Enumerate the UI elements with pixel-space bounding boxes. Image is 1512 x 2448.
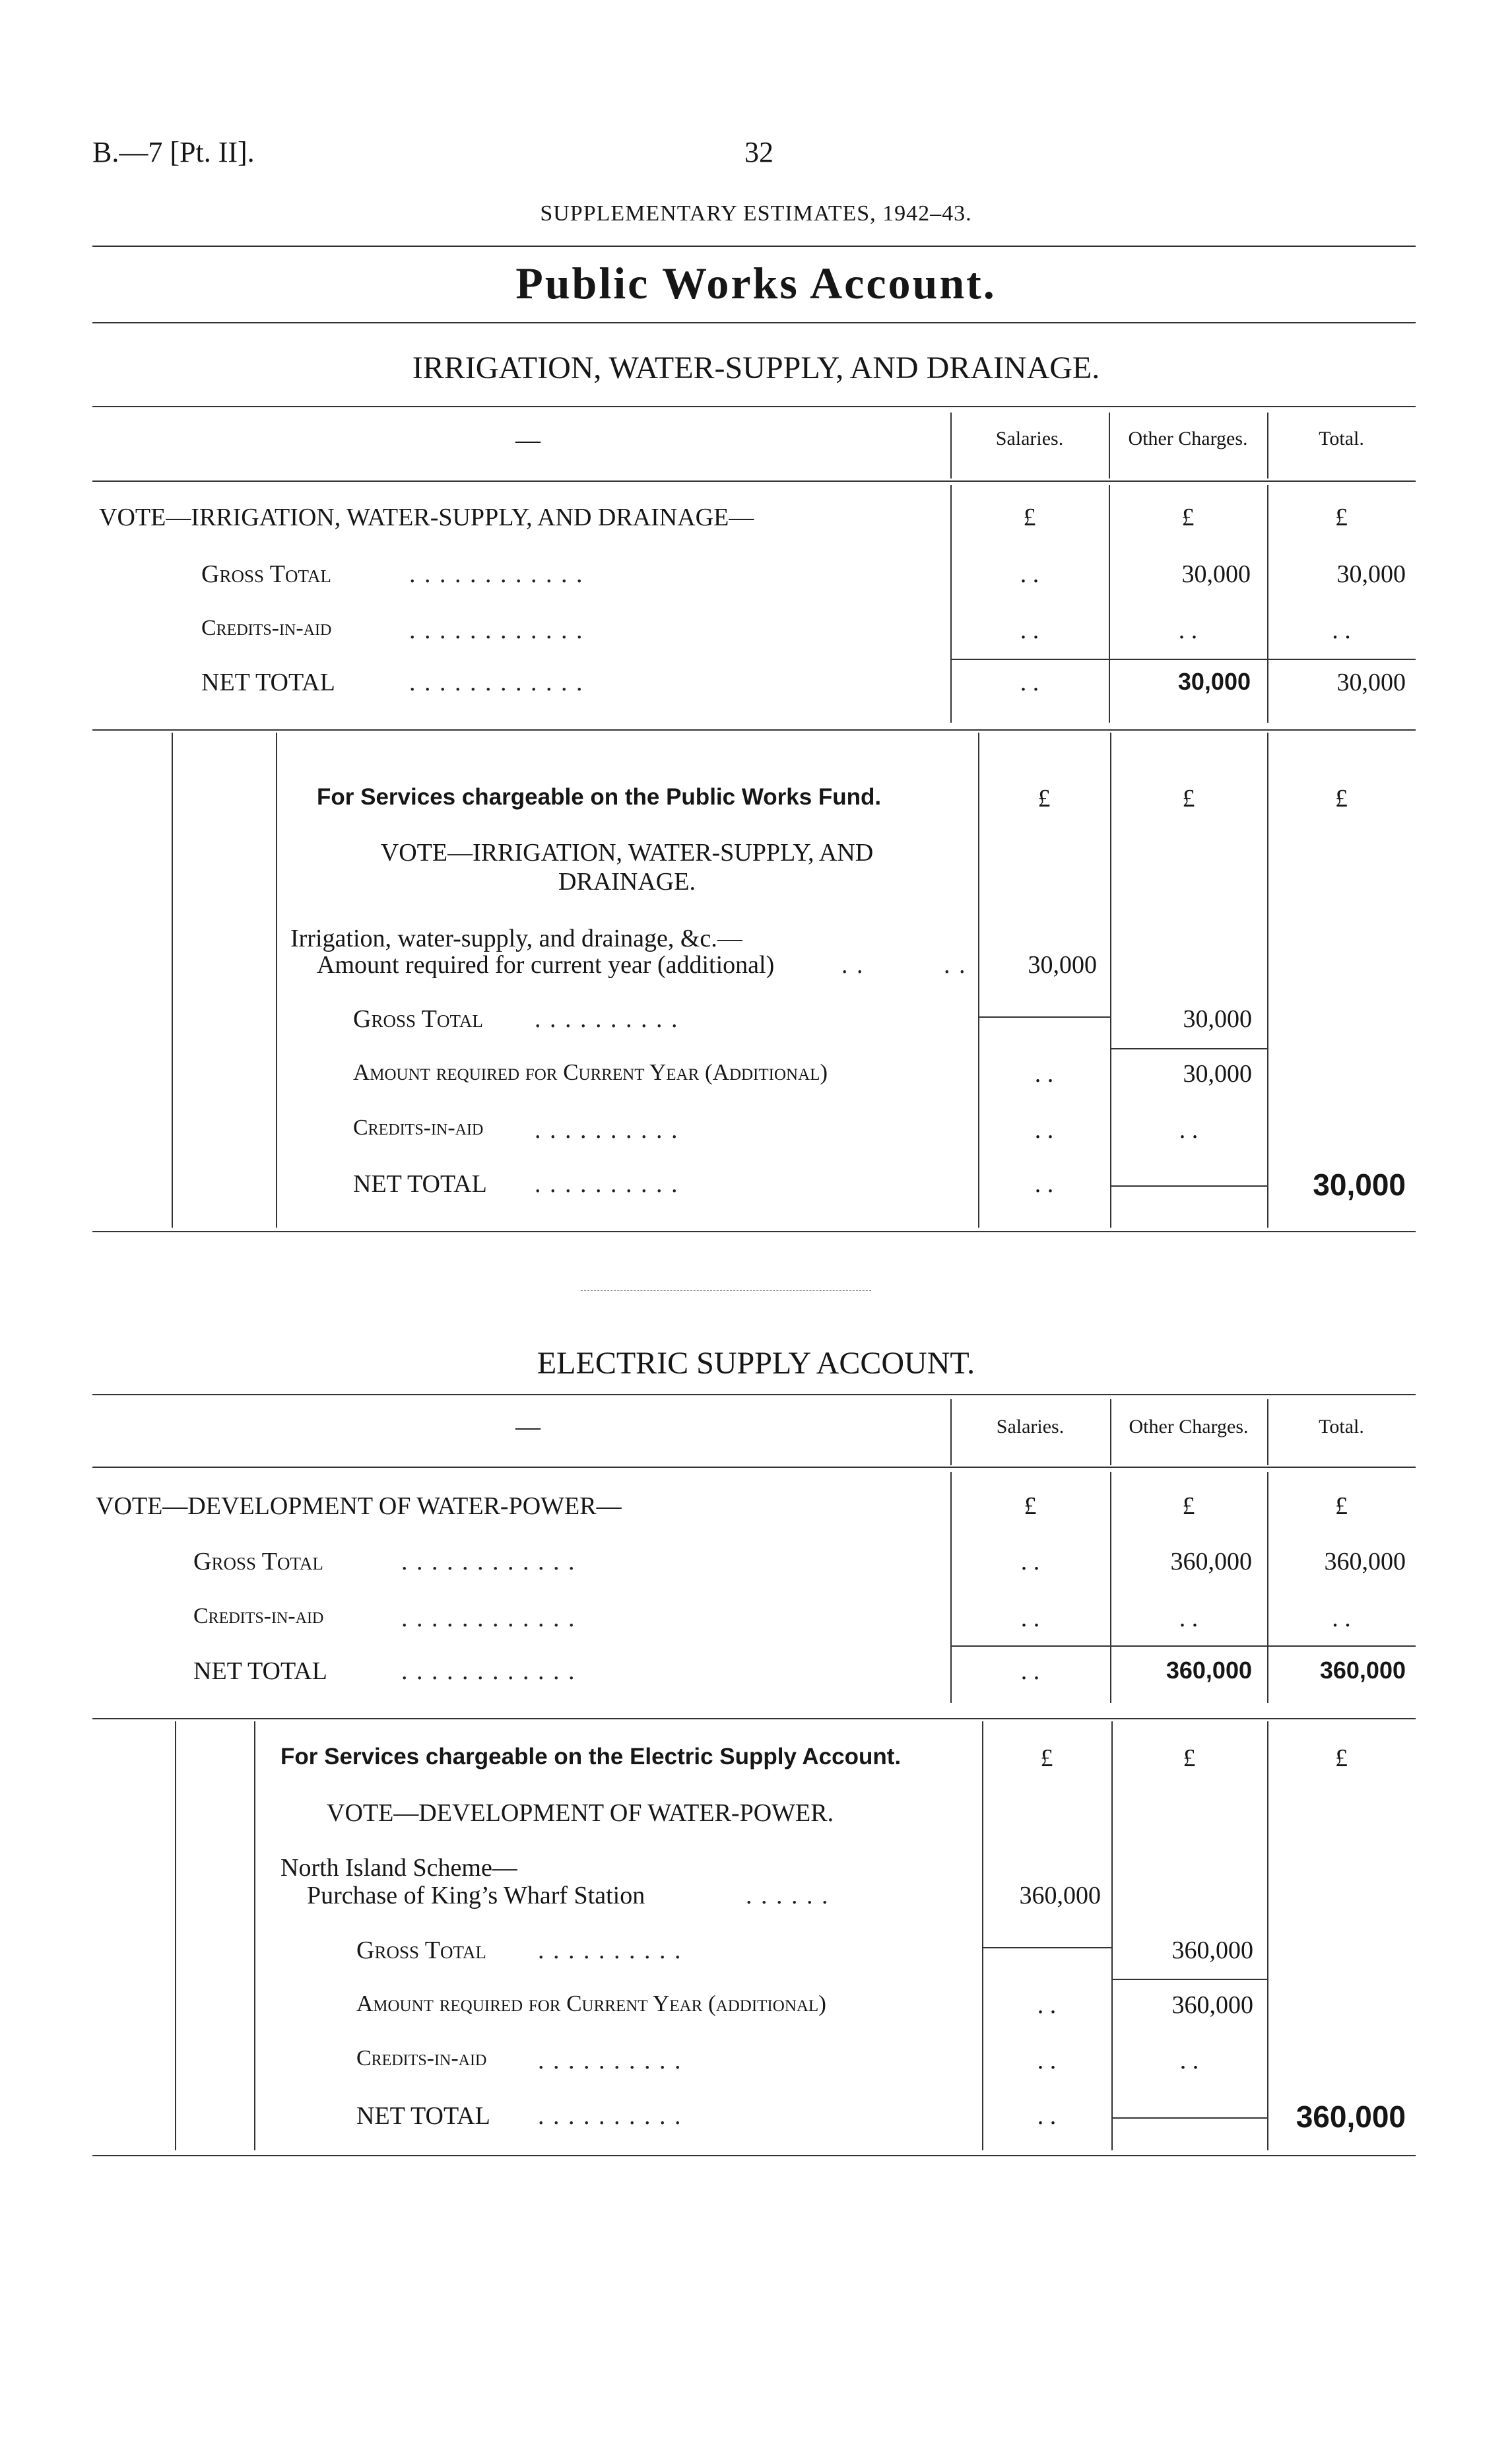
currency-other: £ — [1182, 1492, 1195, 1520]
vote-heading-line2: DRAINAGE. — [558, 868, 696, 896]
leader-dots: . . . . . . . . . . — [538, 2047, 682, 2074]
leader-dots: . . — [841, 951, 865, 979]
credits-other: . . — [1179, 1604, 1199, 1632]
item-line1: Irrigation, water-supply, and drainage, &c.— — [290, 925, 742, 952]
credits-salaries: . . — [1037, 2047, 1057, 2074]
gross-total-label: Gross Total — [193, 1548, 323, 1575]
net-total-salaries: . . — [1020, 1657, 1040, 1685]
credits-in-aid-label: Credits-in-aid — [353, 1115, 484, 1140]
column-total: Total. — [1319, 428, 1364, 449]
amount-required-label: Amount required for Current Year (additional) — [356, 1991, 826, 2016]
net-total-salaries: . . — [1034, 1170, 1054, 1198]
amount-required-salaries: . . — [1037, 1991, 1057, 2019]
page-reference: B.—7 [Pt. II]. — [92, 136, 255, 168]
gross-total-other: 360,000 — [1171, 1936, 1253, 1964]
amount-required-salaries: . . — [1034, 1060, 1054, 1088]
vote-heading-line1: VOTE—DEVELOPMENT OF WATER-POWER. — [327, 1799, 834, 1827]
leader-dots: . . . . . . . . . . . . — [401, 1657, 576, 1685]
rule — [92, 729, 1416, 731]
rule — [92, 1718, 1416, 1719]
gross-total-label: Gross Total — [356, 1936, 486, 1964]
leader-dots: . . . . . . . . . . . . — [409, 616, 584, 644]
currency-total: £ — [1335, 504, 1348, 531]
credits-other: . . — [1179, 2047, 1199, 2074]
leader-dots: . . — [944, 951, 967, 979]
leader-dots: . . . . . . . . . . . . — [409, 669, 584, 696]
net-total-label: NET TOTAL — [201, 669, 335, 696]
column-other-charges: Other Charges. — [1128, 428, 1248, 449]
amount-required-label: Amount required for Current Year (Additional) — [353, 1059, 828, 1085]
leader-dots: . . . . . . . . . . . . — [401, 1604, 576, 1632]
currency-salaries: £ — [1037, 785, 1051, 812]
rule — [92, 1231, 1416, 1232]
gross-total-other: 30,000 — [1181, 560, 1251, 588]
column-total: Total. — [1319, 1416, 1364, 1438]
gross-total-total: 30,000 — [1336, 560, 1406, 588]
item-salaries: 30,000 — [1028, 951, 1097, 979]
page-number: 32 — [744, 136, 773, 168]
net-total-label: NET TOTAL — [356, 2102, 490, 2130]
net-total-total: 30,000 — [1313, 1168, 1406, 1202]
column-salaries: Salaries. — [996, 1416, 1065, 1438]
currency-other: £ — [1183, 1744, 1196, 1772]
currency-salaries: £ — [1040, 1744, 1053, 1772]
amount-required-other: 30,000 — [1183, 1060, 1252, 1088]
leader-dots: . . . . . . . . . . — [535, 1005, 679, 1033]
currency-salaries: £ — [1024, 1492, 1037, 1520]
rule — [92, 480, 1416, 482]
currency-total: £ — [1335, 1744, 1348, 1772]
services-heading-electric-supply: For Services chargeable on the Electric Supply Account. — [280, 1744, 902, 1770]
credits-salaries: . . — [1020, 616, 1039, 644]
net-total-other: 360,000 — [1166, 1657, 1252, 1684]
currency-total: £ — [1335, 1492, 1348, 1520]
vote-irrigation: VOTE—IRRIGATION, WATER-SUPPLY, AND DRAINAGE— — [99, 504, 754, 531]
item-salaries: 360,000 — [1019, 1882, 1101, 1909]
gross-total-label: Gross Total — [353, 1005, 483, 1033]
credits-salaries: . . — [1020, 1604, 1040, 1632]
section-heading-electric-supply: ELECTRIC SUPPLY ACCOUNT. — [537, 1346, 975, 1381]
credits-in-aid-label: Credits-in-aid — [193, 1604, 324, 1628]
column-dash: — — [515, 426, 541, 454]
gross-total-salaries: . . — [1020, 560, 1039, 588]
gross-total-label: Gross Total — [201, 560, 331, 588]
currency-total: £ — [1335, 785, 1348, 812]
net-total-total: 360,000 — [1296, 2100, 1406, 2134]
leader-dots: . . . . . . . . . . — [535, 1170, 679, 1198]
currency-salaries: £ — [1023, 504, 1036, 531]
gross-total-other: 360,000 — [1170, 1548, 1252, 1575]
net-total-salaries: . . — [1037, 2102, 1057, 2130]
credits-other: . . — [1179, 1116, 1199, 1144]
currency-other: £ — [1181, 504, 1195, 531]
leader-dots: . . . . . . . . . . . . — [409, 560, 584, 588]
net-total-other: 30,000 — [1177, 668, 1251, 695]
leader-dots: . . . . . . . . . . . . — [401, 1548, 576, 1575]
rule — [92, 1467, 1416, 1468]
gross-total-salaries: . . — [1020, 1548, 1040, 1575]
leader-dots: . . . . . . . . . . — [538, 2102, 682, 2130]
section-separator — [581, 1290, 871, 1291]
column-dash: — — [515, 1413, 541, 1441]
item-line2: Amount required for current year (additional) — [317, 951, 775, 979]
vote-development-water-power: VOTE—DEVELOPMENT OF WATER-POWER— — [96, 1492, 622, 1520]
vote-heading-line1: VOTE—IRRIGATION, WATER-SUPPLY, AND — [380, 839, 874, 867]
credits-total: . . — [1332, 616, 1351, 644]
rule — [92, 246, 1416, 247]
currency-other: £ — [1182, 785, 1195, 812]
column-other-charges: Other Charges. — [1129, 1416, 1249, 1438]
net-total-salaries: . . — [1020, 669, 1039, 696]
credits-in-aid-label: Credits-in-aid — [356, 2046, 487, 2070]
gross-total-other: 30,000 — [1183, 1005, 1252, 1033]
leader-dots: . . . . . . — [746, 1882, 830, 1909]
rule — [92, 322, 1416, 323]
net-total-label: NET TOTAL — [353, 1170, 487, 1198]
net-total-total: 360,000 — [1319, 1657, 1406, 1684]
column-salaries: Salaries. — [995, 428, 1064, 449]
net-total-total: 30,000 — [1336, 669, 1406, 696]
item-line2: Purchase of King’s Wharf Station — [307, 1882, 645, 1909]
item-line1: North Island Scheme— — [280, 1854, 517, 1882]
gross-total-total: 360,000 — [1324, 1548, 1406, 1575]
rule — [92, 406, 1416, 407]
services-heading-public-works: For Services chargeable on the Public Works Fund. — [317, 784, 882, 810]
credits-other: . . — [1178, 616, 1198, 644]
net-total-label: NET TOTAL — [193, 1657, 327, 1685]
rule — [92, 1394, 1416, 1395]
credits-salaries: . . — [1034, 1116, 1054, 1144]
leader-dots: . . . . . . . . . . — [538, 1936, 682, 1964]
leader-dots: . . . . . . . . . . — [535, 1116, 679, 1144]
page-subtitle: SUPPLEMENTARY ESTIMATES, 1942–43. — [540, 201, 972, 226]
credits-in-aid-label: Credits-in-aid — [201, 616, 332, 640]
page-title: Public Works Account. — [515, 258, 997, 308]
amount-required-other: 360,000 — [1171, 1991, 1253, 2019]
credits-total: . . — [1332, 1604, 1351, 1632]
rule — [92, 2155, 1416, 2156]
section-heading-irrigation: IRRIGATION, WATER-SUPPLY, AND DRAINAGE. — [412, 350, 1100, 385]
